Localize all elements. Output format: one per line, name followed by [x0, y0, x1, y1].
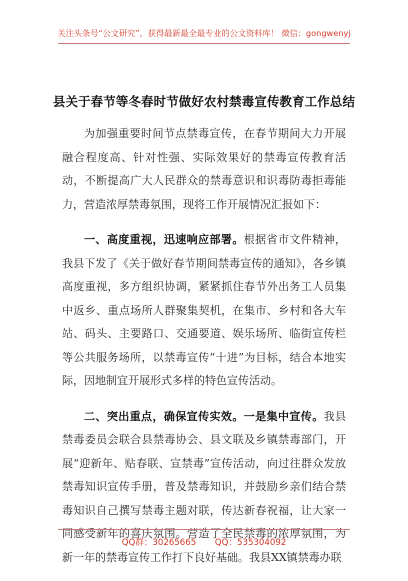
- document-title: 县关于春节等冬春时节做好农村禁毒宣传教育工作总结: [52, 94, 356, 109]
- footer-contact: [0, 536, 408, 548]
- section-2-text: 我县禁毒委员会联合县禁毒协会、县文联及乡镇禁毒部门，开展“迎新年、贴春联、宣禁毒”宣传活动，向过往群众发放禁毒知识宣传手册，普及禁毒知识，并鼓励乡亲们结合禁毒知识自己撰写禁毒主题对联，传达新春祝福，让大家一同感受新年的喜庆氛围。营造了全民禁毒的浓厚氛围，为新一年的禁毒宣传工作打下良好基础。我县XX镇禁毒办联: [62, 409, 347, 564]
- section-1-text: 根据省市文件精神，我县下发了《关于做好春节期间禁毒宣传的通知》，各乡镇高度重视，多方组织协调，紧紧抓住春节外出务工人员集中返乡、重点场所人群聚集契机，在集市、乡村和各大车站、码头、主要路口、交通要道、娱乐场所、临街宣传栏等公共服务场所，以禁毒宣传“十进”为目标，结合本地实际，因地制宜开展形式多样的特色宣传活动。: [62, 233, 347, 387]
- header-promo-note: 关注头条号“公文研究”，获得最新最全最专业的公文资料库！ 微信：gongwenyj: [57, 28, 351, 38]
- footer-divider: [58, 529, 350, 530]
- footer-qq-group: QQ群：30265665: [121, 538, 197, 548]
- section-1-paragraph: [62, 228, 346, 393]
- header-divider: [58, 43, 350, 44]
- intro-paragraph: 为加强重要时间节点禁毒宣传，在春节期间大力开展融合程度高、针对性强、实际效果好的禁毒宣传教育活动，不断提高广大人民群众的禁毒意识和识毒防毒拒毒能力，营造浓厚禁毒氛围，现将工作开展情况汇报如下：: [62, 127, 346, 211]
- section-1-heading: 一、高度重视，迅速响应部署。: [84, 233, 244, 246]
- section-2-subheading: 一是集中宣传。: [243, 409, 324, 423]
- footer-qq: QQ：535304092: [214, 538, 287, 548]
- section-2-heading: 二、突出重点，确保宣传实效。: [84, 409, 244, 423]
- document-body: [62, 118, 346, 581]
